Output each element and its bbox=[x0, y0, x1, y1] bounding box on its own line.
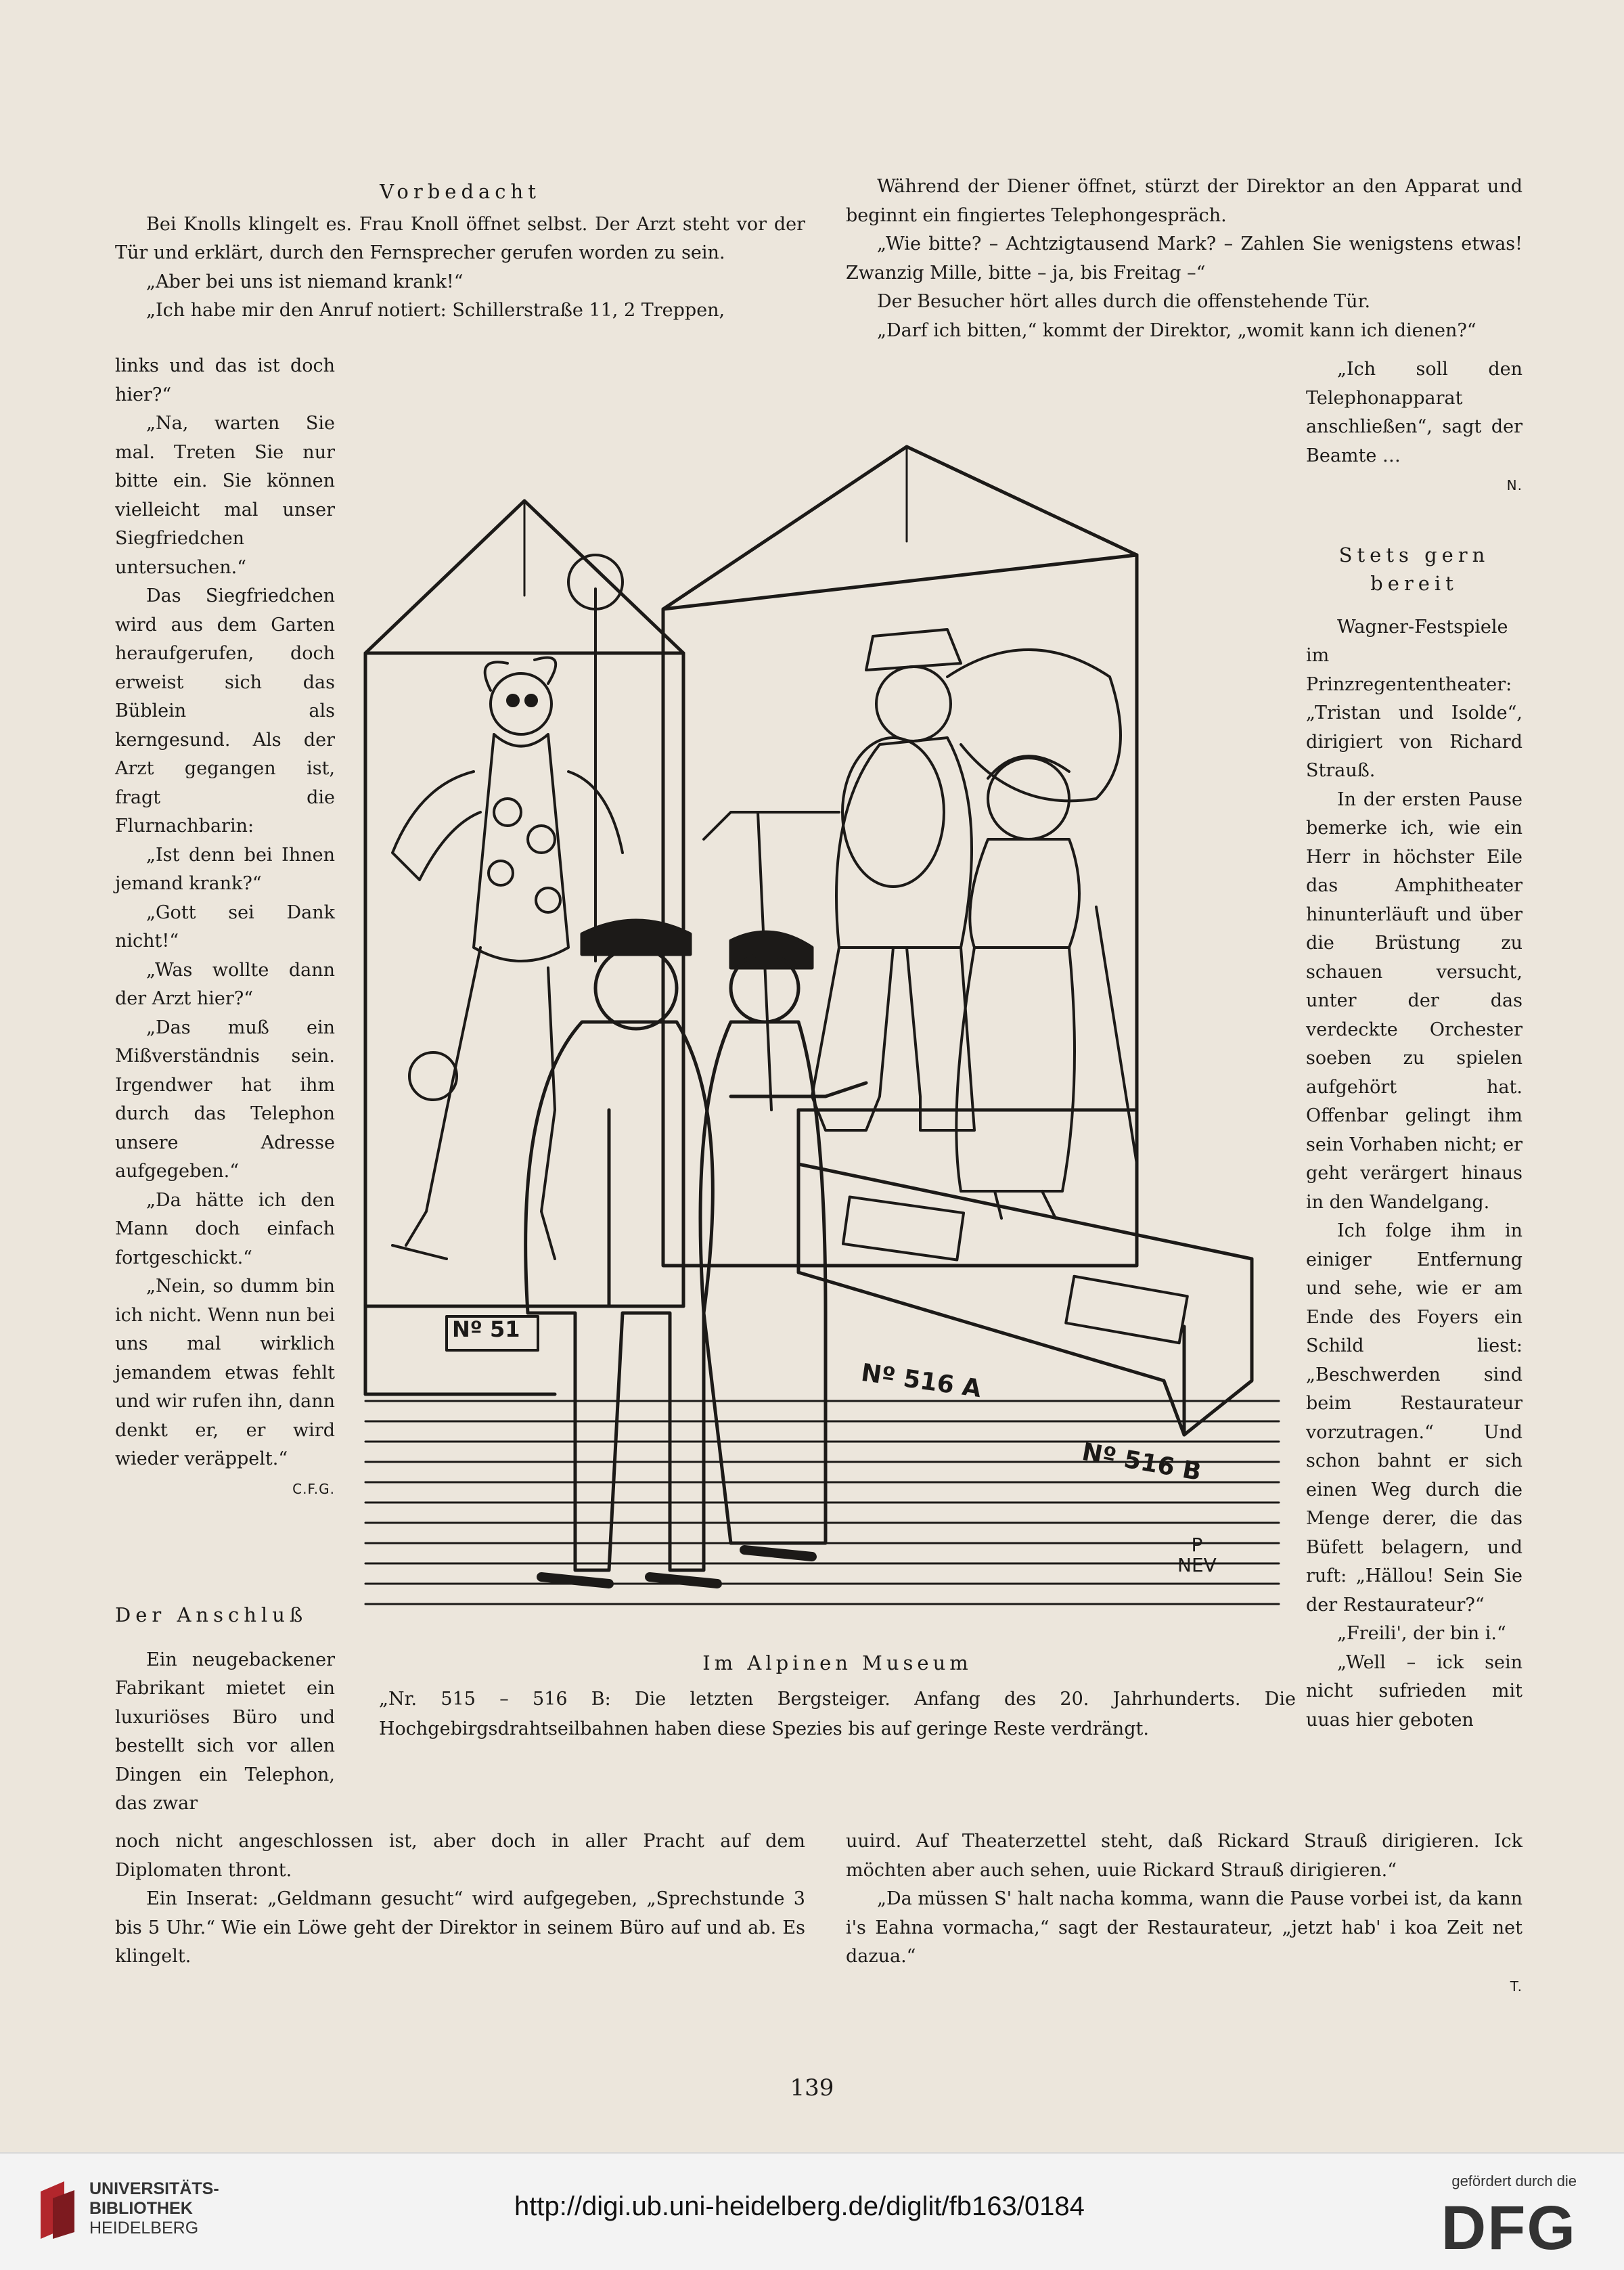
left-figure bbox=[392, 555, 623, 1259]
vorbedacht-p3b: links und das ist doch hier?“ bbox=[115, 355, 335, 405]
stets-p4: „Freili', der bin i.“ bbox=[1337, 1623, 1506, 1644]
library-name-line2: BIBLIOTHEK bbox=[89, 2199, 193, 2218]
vorbedacht-p11: „Nein, so dumm bin ich nicht. Wenn nun bei uns mal wirklich jemandem etwas fehlt und wir rufen ihn, dann denkt er, er wird wieder veräppelt.“ bbox=[115, 1276, 335, 1469]
vorbedacht-narrow-column bbox=[115, 352, 335, 1503]
bottom-left-column bbox=[115, 1827, 805, 1972]
vorbedacht-p9: „Das muß ein Mißverständnis sein. Irgendwer hat ihm durch das Telephon unsere Adresse aufgegeben.“ bbox=[115, 1017, 335, 1182]
artist-signature bbox=[1177, 1535, 1217, 1576]
climber-man bbox=[704, 629, 1121, 1130]
vorbedacht-signature: C.F.G. bbox=[292, 1480, 335, 1497]
anschluss-p4: „Wie bitte? – Achtzigtausend Mark? – Zahlen Sie wenigstens etwas! Zwanzig Mille, bitte – ja, bis Freitag –“ bbox=[846, 233, 1522, 284]
anschluss-p1b: noch nicht angeschlossen ist, aber doch in aller Pracht auf dem Diplomaten thront. bbox=[115, 1831, 805, 1881]
vorbedacht-p3: „Ich habe mir den Anruf notiert: Schillerstraße 11, 2 Treppen, bbox=[146, 300, 725, 321]
anschluss-column bbox=[115, 1601, 335, 1819]
stets-p1: Wagner-Festspiele im Prinzregententheater: „Tristan und Isolde“, dirigiert von Richard Strauß. bbox=[1306, 616, 1522, 781]
vorbedacht-p1: Bei Knolls klingelt es. Frau Knoll öffnet selbst. Der Arzt steht vor der Tür und erklärt, durch den Fernsprecher gerufen worden zu sein. bbox=[115, 213, 805, 263]
library-logo-icon bbox=[34, 2178, 81, 2239]
artist-signature-line1: P bbox=[1191, 1534, 1203, 1556]
anschluss-p3: Während der Diener öffnet, stürzt der Direktor an den Apparat und beginnt ein fingiertes Telephongespräch. bbox=[846, 176, 1522, 226]
stets-p2: In der ersten Pause bemerke ich, wie ein Herr in höchster Eile das Amphitheater hinunterläuft und über die Brüstung zu schauen versucht, unter der das verdeckte Orchester soeben zu spielen aufgehört hat. Offenbar gelingt ihm sein Vorhaben nicht; er geht verärgert hinaus in den Wandelgang. bbox=[1306, 788, 1522, 1213]
page-number: 139 bbox=[790, 2074, 834, 2101]
vorbedacht-p6: „Ist denn bei Ihnen jemand krank?“ bbox=[115, 844, 335, 894]
showcase-label-516b: Nº 516 B bbox=[1079, 1438, 1204, 1487]
vorbedacht-p7: „Gott sei Dank nicht!“ bbox=[115, 902, 335, 952]
anschluss-p2: Ein Inserat: „Geldmann gesucht“ wird aufgegeben, „Sprechstunde 3 bis 5 Uhr.“ Wie ein Löwe geht der Direktor in seinem Büro auf und ab. Es klingelt. bbox=[115, 1888, 805, 1967]
dfg-logo[interactable]: DFG bbox=[1441, 2194, 1577, 2263]
stets-p6: „Da müssen S' halt nacha komma, wann die Pause vorbei ist, da kann i's Eahna vormacha,“ sagt der Restaurateur, „jetzt hab' i koa Zeit net dazua.“ bbox=[846, 1888, 1522, 1967]
anschluss-p6: „Darf ich bitten,“ kommt der Direktor, „womit kann ich dienen?“ bbox=[877, 319, 1476, 341]
caption-title: Im Alpinen Museum bbox=[702, 1651, 972, 1674]
stets-title: Stets gern bereit bbox=[1338, 543, 1490, 595]
vorbedacht-title: Vorbedacht bbox=[380, 180, 541, 203]
illustration-caption bbox=[379, 1648, 1296, 1744]
anschluss-p5: Der Besucher hört alles durch die offenstehende Tür. bbox=[877, 291, 1371, 312]
stets-p5b: uuird. Auf Theaterzettel steht, daß Rickard Strauß dirigieren. Ick möchten aber auch sehen, uuie Rickard Strauß dirigieren.“ bbox=[846, 1831, 1522, 1881]
stets-p3: Ich folge ihm in einiger Entfernung und sehe, wie er am Ende des Foyers ein Schild liest: „Beschwerden sind beim Restaurateur vorzutragen.“ Und schon bahnt er sich einen Weg durch die Menge derer, die das Büfett belagern, und ruft: „Hällou! Sein Sie der Restaurateur?“ bbox=[1306, 1220, 1522, 1616]
permalink-url[interactable]: http://digi.ub.uni-heidelberg.de/diglit/fb163/0184 bbox=[514, 2191, 1085, 2221]
vorbedacht-p10: „Da hätte ich den Mann doch einfach fortgeschickt.“ bbox=[115, 1189, 335, 1268]
climber-woman bbox=[956, 756, 1137, 1218]
stets-p5: „Well – ick sein nicht sufrieden mit uuas hier geboten bbox=[1306, 1651, 1522, 1731]
showcase-label-left: Nº 51 bbox=[452, 1316, 520, 1342]
vorbedacht-p2: „Aber bei uns ist niemand krank!“ bbox=[146, 271, 464, 292]
anschluss-p7: „Ich soll den Telephonapparat anschließen“, sagt der Beamte … bbox=[1306, 359, 1522, 466]
vorbedacht-p8: „Was wollte dann der Arzt hier?“ bbox=[115, 959, 335, 1009]
floor-hatching bbox=[365, 1401, 1279, 1604]
showcase-label-516a: Nº 516 A bbox=[859, 1358, 983, 1404]
vorbedacht-column bbox=[115, 177, 805, 326]
caption-text: „Nr. 515 – 516 B: Die letzten Bergsteiger. Anfang des 20. Jahrhunderts. Die Hochgebirgsdrahtseilbahnen haben diese Spezies bis auf geringe Reste verdrängt. bbox=[379, 1689, 1296, 1739]
anschluss-signature: N. bbox=[1506, 477, 1522, 493]
right-narrow-column bbox=[1306, 355, 1522, 1735]
anschluss-p1: Ein neugebackener Fabrikant mietet ein luxuriöses Büro und bestellt sich vor allen Dingen ein Telephon, das zwar bbox=[115, 1649, 335, 1814]
vorbedacht-p4: „Na, warten Sie mal. Treten Sie nur bitte ein. Sie können vielleicht mal unser Siegfriedchen untersuchen.“ bbox=[115, 413, 335, 578]
stets-signature: T. bbox=[1510, 1978, 1522, 1995]
bottom-right-column bbox=[846, 1827, 1522, 2001]
museum-illustration bbox=[352, 433, 1299, 1624]
artist-signature-line2: NEV bbox=[1177, 1554, 1217, 1576]
funding-note: gefördert durch die bbox=[1451, 2173, 1577, 2189]
footer-bar bbox=[0, 2152, 1624, 2270]
anschluss-continuation-column bbox=[846, 173, 1522, 345]
library-name-line1: UNIVERSITÄTS- bbox=[89, 2179, 219, 2198]
vorbedacht-p5: Das Siegfriedchen wird aus dem Garten heraufgerufen, doch erweist sich das Büblein als kerngesund. Als der Arzt gegangen ist, fragt die Flurnachbarin: bbox=[115, 585, 335, 837]
anschluss-title: Der Anschluß bbox=[115, 1603, 308, 1626]
visitor-woman bbox=[700, 932, 866, 1557]
library-name-line3: HEIDELBERG bbox=[89, 2219, 199, 2238]
